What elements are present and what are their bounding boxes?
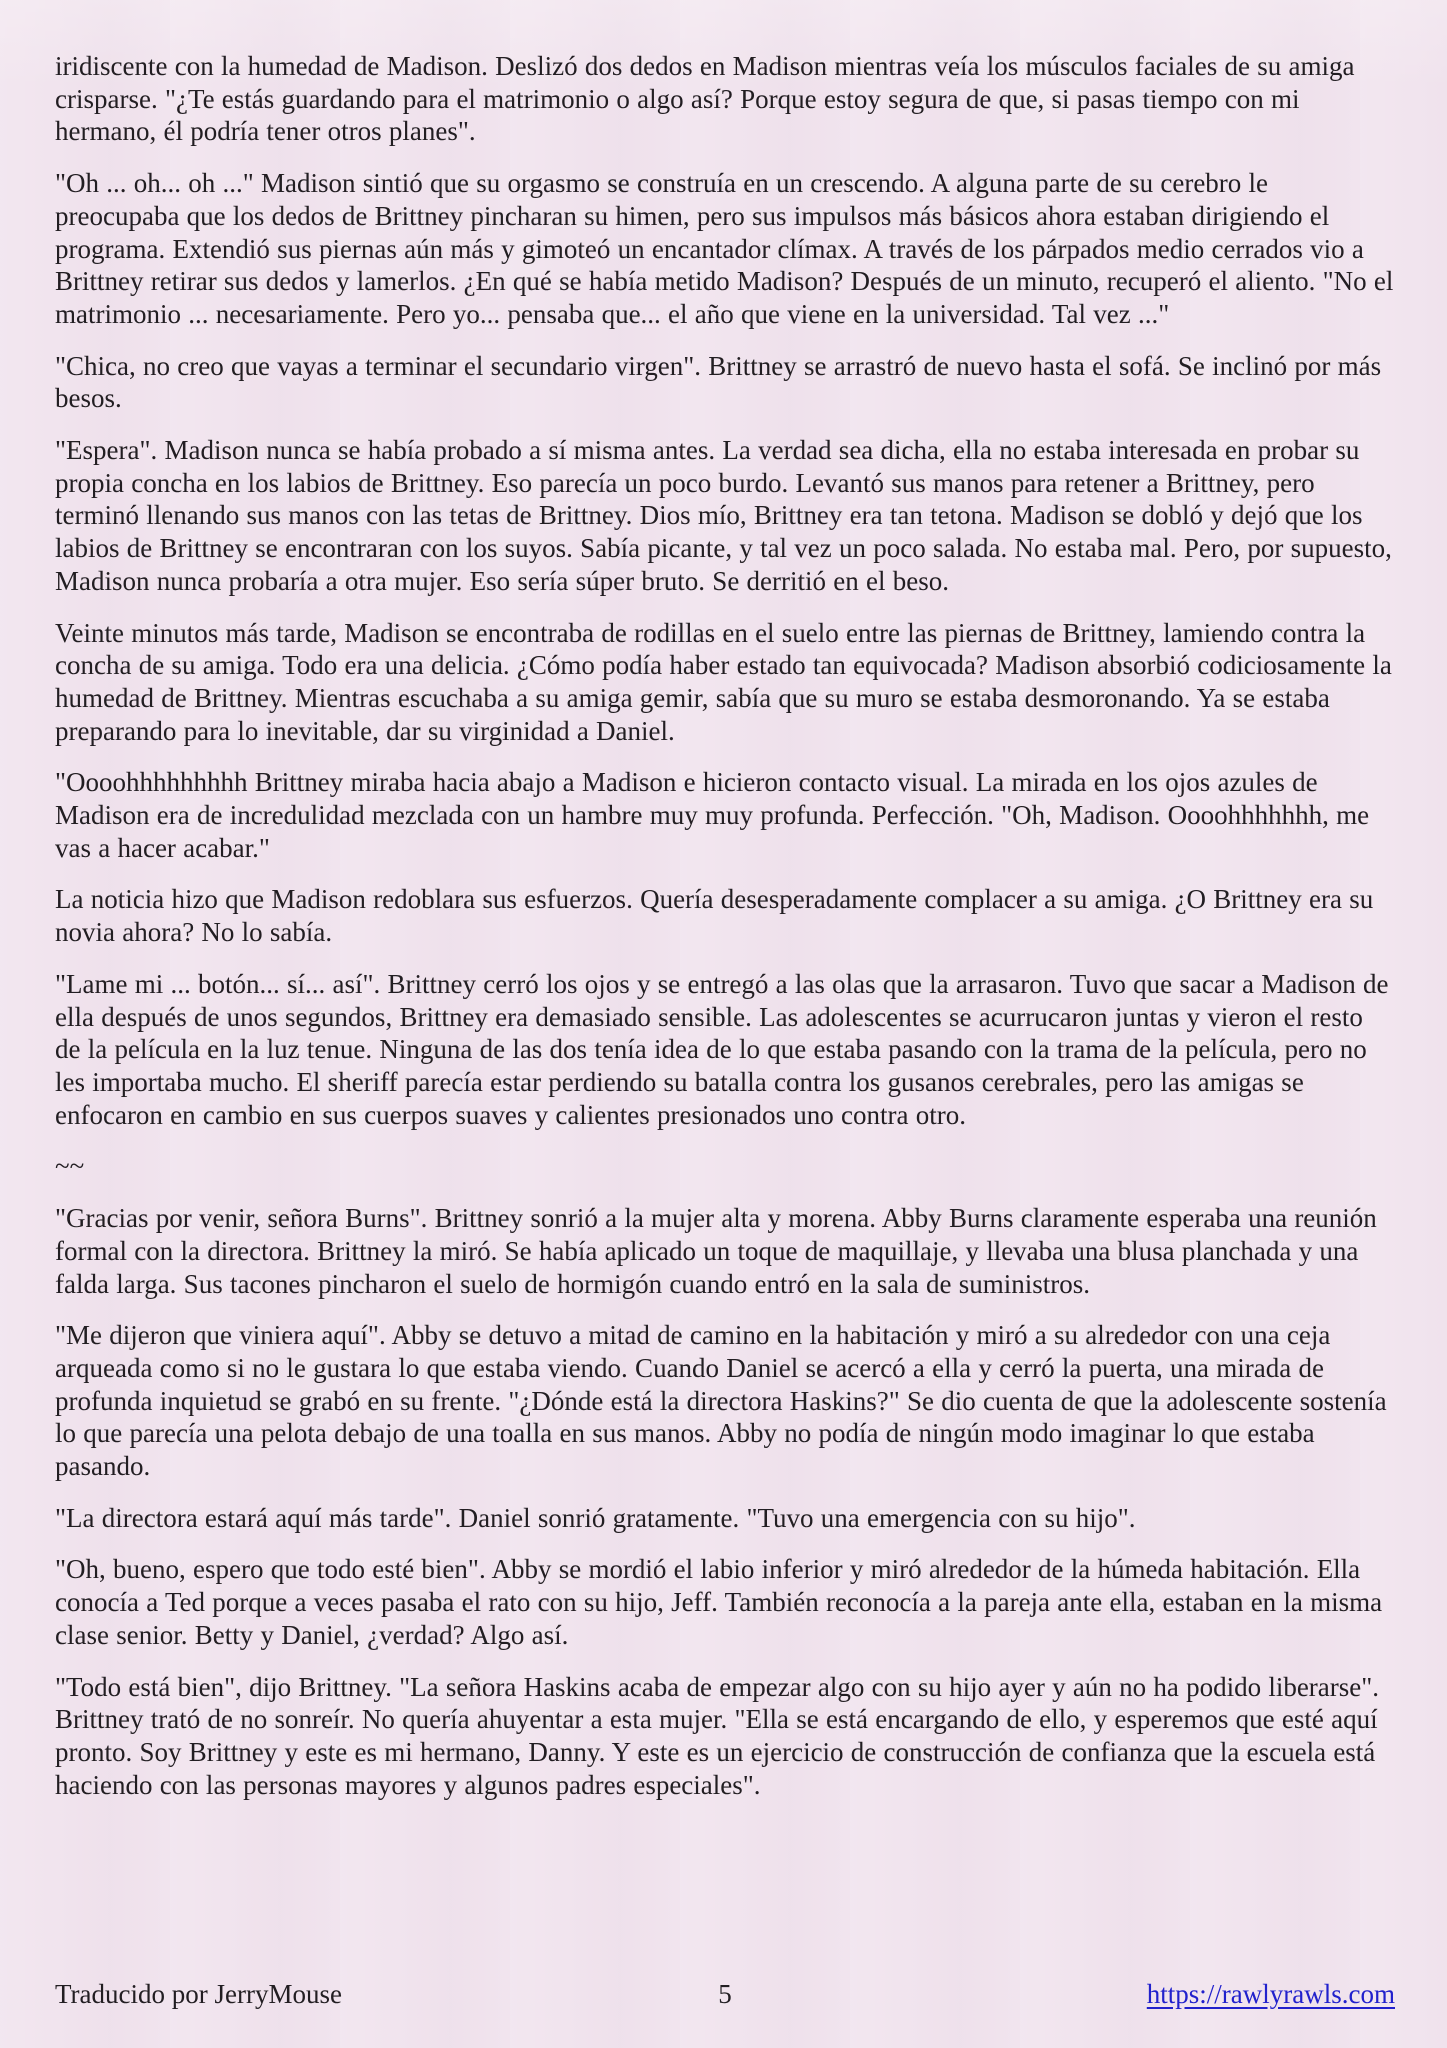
paragraph: "Lame mi ... botón... sí... así". Brittney cerró los ojos y se entregó a las olas que la arrasaron. Tuvo que sacar a Madison de ella después de unos segundos, Brittney era demasiado sensible. Las adolescentes se acurrucaron juntas y vieron el resto de la película en la luz tenue. Ninguna de las dos tenía idea de lo que estaba pasando con la trama de la película, pero no les importaba mucho. El sheriff parecía estar perdiendo su batalla contra los gusanos cerebrales, pero las amigas se enfocaron en cambio en sus cuerpos suaves y calientes presionados uno contra otro. — [55, 968, 1389, 1130]
paragraph: "Todo está bien", dijo Brittney. "La señora Haskins acaba de empezar algo con su hijo ayer y aún no ha podido liberarse". Brittney trató de no sonreír. No quería ahuyentar a esta mujer. "Ella se está encargando de ello, y esperemos que esté aquí pronto. Soy Brittney y este es mi hermano, Danny. Y este es un ejercicio de construcción de confianza que la escuela está haciendo con las personas mayores y algunos padres especiales". — [55, 1671, 1380, 1800]
paragraph: "Me dijeron que viniera aquí". Abby se detuvo a mitad de camino en la habitación y miró a su alrededor con una ceja arqueada como si no le gustara lo que estaba viendo. Cuando Daniel se acercó a ella y cerró la puerta, una mirada de profunda inquietud se grabó en su frente. "¿Dónde está la directora Haskins?" Se dio cuenta de que la adolescente sostenía lo que parecía una pelota debajo de una toalla en sus manos. Abby no podía de ningún modo imaginar lo que estaba pasando. — [55, 1320, 1387, 1482]
page-footer — [55, 1978, 1395, 2012]
paragraph: "La directora estará aquí más tarde". Daniel sonrió gratamente. "Tuvo una emergencia con su hijo". — [55, 1502, 1136, 1533]
paragraph: "Oooohhhhhhhhh Brittney miraba hacia abajo a Madison e hicieron contacto visual. La mirada en los ojos azules de Madison era de incredulidad mezclada con un hambre muy muy profunda. Perfección. "Oh, Madison. Oooohhhhhhh, me vas a hacer acabar." — [55, 767, 1370, 863]
scene-separator: ~~ — [55, 1151, 85, 1182]
paragraph: "Espera". Madison nunca se había probado a sí misma antes. La verdad sea dicha, ella no estaba interesada en probar su propia concha en los labios de Brittney. Eso parecía un poco burdo. Levantó sus manos para retener a Brittney, pero terminó llenando sus manos con las tetas de Brittney. Dios mío, Brittney era tan tetona. Madison se dobló y dejó que los labios de Brittney se encontraran con los suyos. Sabía picante, y tal vez un poco salada. No estaba mal. Pero, por supuesto, Madison nunca probaría a otra mujer. Eso sería súper bruto. Se derritió en el beso. — [55, 435, 1392, 596]
paragraph: La noticia hizo que Madison redoblara sus esfuerzos. Quería desesperadamente complacer a su amiga. ¿O Brittney era su novia ahora? No lo sabía. — [55, 884, 1374, 948]
translator-credit: Traducido por JerryMouse — [55, 1979, 342, 2009]
page-number: 5 — [718, 1979, 732, 2009]
paragraph: "Oh ... oh... oh ..." Madison sintió que su orgasmo se construía en un crescendo. A alguna parte de su cerebro le preocupaba que los dedos de Brittney pincharan su himen, pero sus impulsos más básicos ahora estaban dirigiendo el programa. Extendió sus piernas aún más y gimoteó un encantador clímax. A través de los párpados medio cerrados vio a Brittney retirar sus dedos y lamerlos. ¿En qué se había metido Madison? Después de un minuto, recuperó el aliento. "No el matrimonio ... necesariamente. Pero yo... pensaba que... el año que viene en la universidad. Tal vez ..." — [55, 168, 1394, 329]
paragraph: "Oh, bueno, espero que todo esté bien". Abby se mordió el labio inferior y miró alrededor de la húmeda habitación. Ella conocía a Ted porque a veces pasaba el rato con su hijo, Jeff. También reconocía a la pareja ante ella, estaban en la misma clase senior. Betty y Daniel, ¿verdad? Algo así. — [55, 1554, 1383, 1650]
paragraph: Veinte minutos más tarde, Madison se encontraba de rodillas en el suelo entre las piernas de Brittney, lamiendo contra la concha de su amiga. Todo era una delicia. ¿Cómo podía haber estado tan equivocada? Madison absorbió codiciosamente la humedad de Brittney. Mientras escuchaba a su amiga gemir, sabía que su muro se estaba desmoronando. Ya se estaba preparando para lo inevitable, dar su virginidad a Daniel. — [55, 617, 1392, 746]
paragraph: "Gracias por venir, señora Burns". Brittney sonrió a la mujer alta y morena. Abby Burns claramente esperaba una reunión formal con la directora. Brittney la miró. Se había aplicado un toque de maquillaje, y llevaba una blusa planchada y una falda larga. Sus tacones pincharon el suelo de hormigón cuando entró en la sala de suministros. — [55, 1203, 1377, 1299]
paragraph: iridiscente con la humedad de Madison. Deslizó dos dedos en Madison mientras veía los músculos faciales de su amiga crisparse. "¿Te estás guardando para el matrimonio o algo así? Porque estoy segura de que, si pasas tiempo con mi hermano, él podría tener otros planes". — [55, 51, 1355, 147]
footer-link[interactable]: https://rawlyrawls.com — [1146, 1979, 1395, 2009]
page-text — [55, 50, 1395, 1820]
paragraph: "Chica, no creo que vayas a terminar el secundario virgen". Brittney se arrastró de nuevo hasta el sofá. Se inclinó por más besos. — [55, 350, 1382, 414]
